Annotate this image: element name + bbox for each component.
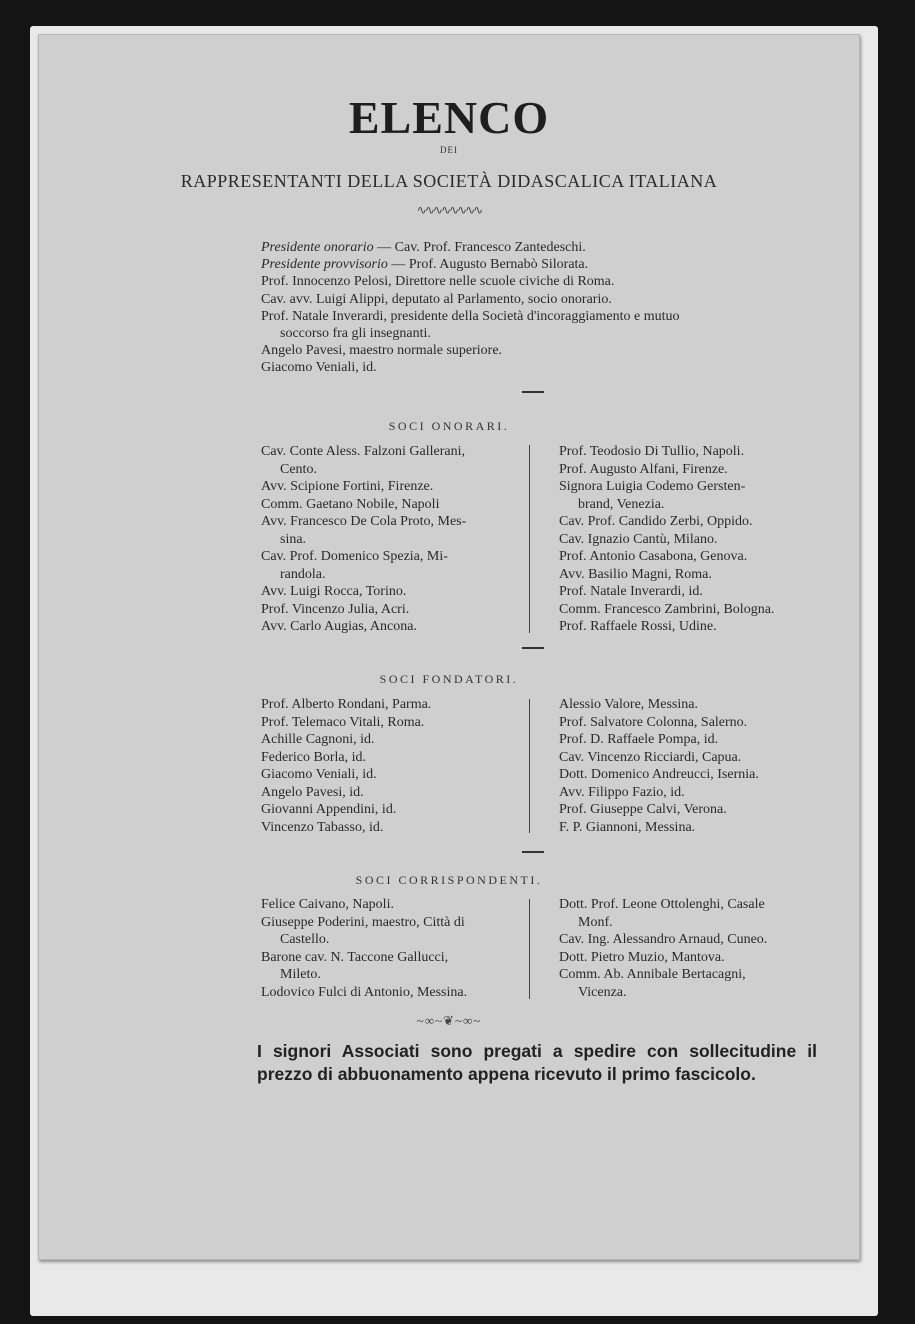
title-connector: DEI [440, 145, 458, 155]
representative-line-continued: soccorso fra gli insegnanti. [280, 326, 431, 342]
member-entry: Cav. Prof. Domenico Spezia, Mi- randola. [261, 549, 448, 582]
member-entry: Prof. Natale Inverardi, id. [559, 584, 703, 599]
section-rule [522, 391, 544, 393]
member-entry: F. P. Giannoni, Messina. [559, 819, 696, 835]
fondatori-right-column [559, 696, 844, 836]
member-entry: Cav. Vincenzo Ricciardi, Capua. [559, 749, 742, 765]
section-rule [522, 851, 544, 853]
member-entry: Avv. Luigi Rocca, Torino. [261, 584, 407, 599]
member-entry: Giovanni Appendini, id. [261, 802, 397, 817]
member-entry: Comm. Ab. Annibale Bertacagni, Vicenza. [559, 967, 746, 1000]
member-entry: Cav. Ignazio Cantù, Milano. [559, 531, 718, 547]
member-entry: Avv. Scipione Fortini, Firenze. [261, 479, 434, 494]
representative-line: Prof. Natale Inverardi, presidente della Società d'incoraggiamento e mutuo [261, 308, 680, 324]
representative-line: Presidente provvisorio — Prof. Augusto Bernabò Silorata. [261, 257, 589, 273]
onorari-left-column [261, 443, 521, 636]
member-entry: Prof. Antonio Casabona, Genova. [559, 549, 748, 564]
representative-line: Cav. avv. Luigi Alippi, deputato al Parlamento, socio onorario. [261, 291, 612, 307]
section-heading-fondatori: SOCI FONDATORI. [379, 672, 519, 686]
member-entry: Federico Borla, id. [261, 749, 366, 765]
representative-line: Presidente onorario — Cav. Prof. Francesco Zantedeschi. [261, 240, 586, 255]
member-entry: Prof. Salvatore Colonna, Salerno. [559, 714, 748, 730]
member-entry: Felice Caivano, Napoli. [261, 897, 394, 912]
member-entry: Alessio Valore, Messina. [559, 697, 698, 712]
representatives-list [261, 239, 836, 377]
section-heading-onorari: SOCI ONORARI. [388, 419, 510, 433]
member-entry: Prof. Augusto Alfani, Firenze. [559, 461, 728, 477]
section-heading-corrispondenti: SOCI CORRISPONDENTI. [355, 873, 543, 887]
page-title: ELENCO [348, 92, 550, 143]
column-divider [529, 699, 530, 833]
member-entry: Cav. Prof. Candido Zerbi, Oppido. [559, 514, 753, 529]
member-entry: Giacomo Veniali, id. [261, 767, 377, 782]
end-ornament: ~∞~❦~∞~ [416, 1013, 482, 1028]
corrispondenti-left-column [261, 896, 521, 1001]
representative-line: Giacomo Veniali, id. [261, 360, 377, 376]
member-entry: Cav. Conte Aless. Falzoni Gallerani, Cento. [261, 444, 465, 477]
member-entry: Dott. Domenico Andreucci, Isernia. [559, 767, 759, 782]
member-entry: Dott. Prof. Leone Ottolenghi, Casale Monf. [559, 897, 765, 930]
representative-line: Angelo Pavesi, maestro normale superiore. [261, 343, 503, 359]
column-divider [529, 445, 530, 633]
onorari-right-column [559, 443, 844, 636]
member-entry: Prof. Vincenzo Julia, Acri. [261, 601, 410, 617]
member-entry: Dott. Pietro Muzio, Mantova. [559, 949, 725, 965]
member-entry: Avv. Basilio Magni, Roma. [559, 566, 712, 582]
fondatori-left-column [261, 696, 521, 836]
member-entry: Prof. Teodosio Di Tullio, Napoli. [559, 444, 745, 459]
member-entry: Comm. Gaetano Nobile, Napoli [261, 496, 440, 512]
column-divider [529, 899, 530, 999]
member-entry: Avv. Filippo Fazio, id. [559, 784, 685, 800]
member-entry: Avv. Carlo Augias, Ancona. [261, 619, 417, 634]
member-entry: Barone cav. N. Taccone Gallucci, Mileto. [261, 949, 449, 982]
corrispondenti-right-column [559, 896, 844, 1001]
member-entry: Comm. Francesco Zambrini, Bologna. [559, 601, 775, 617]
member-entry: Prof. Giuseppe Calvi, Verona. [559, 802, 727, 817]
subscription-notice: I signori Associati sono pregati a spedire con sollecitudine il prezzo di abbuonamento appena ricevuto il primo fascicolo. [257, 1041, 817, 1084]
member-entry: Lodovico Fulci di Antonio, Messina. [261, 984, 468, 1000]
member-entry: Avv. Francesco De Cola Proto, Mes- sina. [261, 514, 467, 547]
member-entry: Achille Cagnoni, id. [261, 732, 375, 747]
member-entry: Prof. D. Raffaele Pompa, id. [559, 732, 719, 747]
member-entry: Signora Luigia Codemo Gersten- brand, Venezia. [559, 479, 746, 512]
representative-line: Prof. Innocenzo Pelosi, Direttore nelle scuole civiche di Roma. [261, 274, 615, 290]
member-entry: Prof. Telemaco Vitali, Roma. [261, 714, 425, 730]
page-subtitle: RAPPRESENTANTI DELLA SOCIETÀ DIDASCALICA ITALIANA [180, 171, 718, 191]
member-entry: Angelo Pavesi, id. [261, 784, 364, 800]
member-entry: Vincenzo Tabasso, id. [261, 819, 384, 835]
member-entry: Prof. Raffaele Rossi, Udine. [559, 619, 717, 634]
member-entry: Giuseppe Poderini, maestro, Città di Castello. [261, 914, 465, 947]
document-page [38, 34, 860, 1260]
member-entry: Cav. Ing. Alessandro Arnaud, Cuneo. [559, 932, 768, 947]
wave-ornament: ∿∿∿∿∿∿∿∿ [416, 203, 482, 217]
member-entry: Prof. Alberto Rondani, Parma. [261, 697, 432, 712]
section-rule [522, 647, 544, 649]
